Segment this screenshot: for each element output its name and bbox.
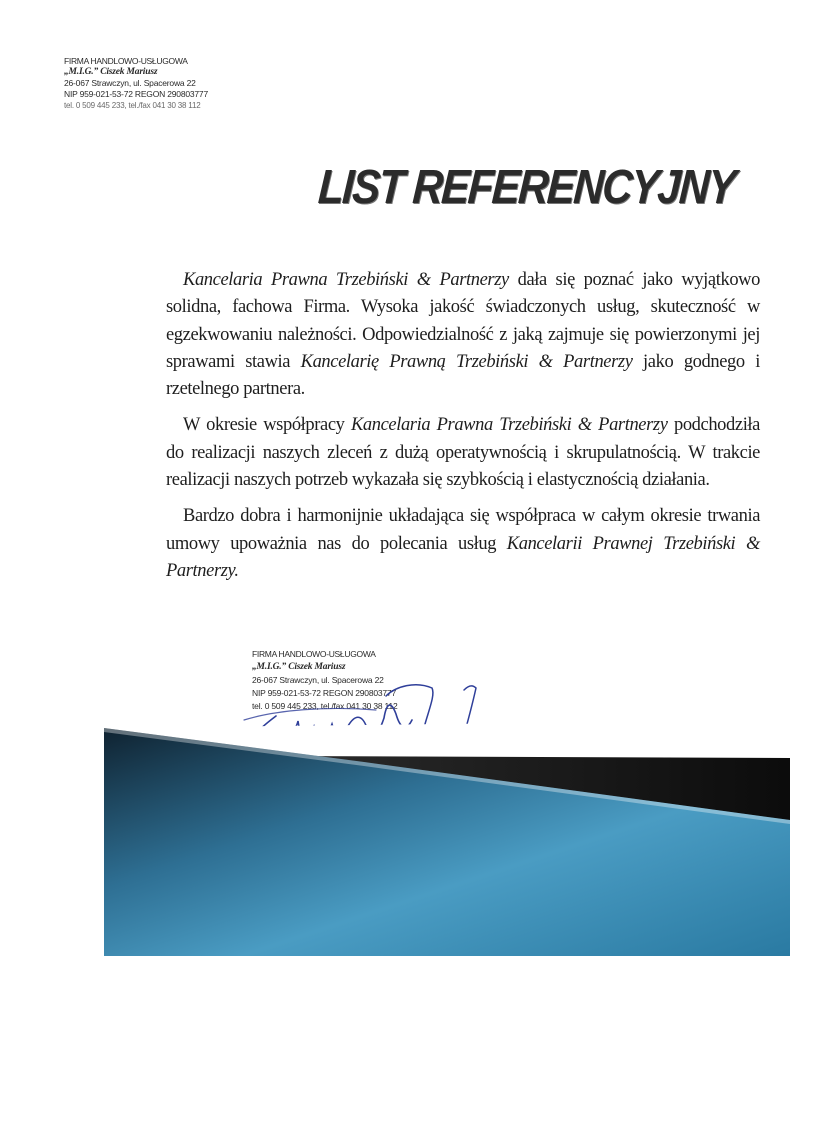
letterhead-name: „M.I.G.” Ciszek Mariusz (64, 67, 158, 77)
stamp-address: 26-067 Strawczyn, ul. Spacerowa 22 (252, 675, 384, 685)
stamp-phones: tel. 0 509 445 233, tel./fax 041 30 38 112 (252, 701, 398, 711)
firm-name: Kancelarię Prawną Trzebiński & Partnerzy (300, 351, 633, 372)
decorative-wave-graphic (104, 720, 790, 956)
stamp-name: „M.I.G.” Ciszek Mariusz (252, 662, 346, 672)
paragraph-1 (166, 267, 760, 403)
paragraph-text: jako godnego i rzetelnego partnera. (166, 351, 760, 400)
firm-name: Kancelarii Prawnej Trzebiński & Partnerzy. (166, 533, 760, 581)
paragraph-text: podchodziła do realizacji naszych zleceń z dużą operatywnością i skrupulatnością. W trakcie realizacji naszych potrzeb wykazała się szybkością i elastycznością działania. (166, 415, 760, 491)
letterhead-address: 26-067 Strawczyn, ul. Spacerowa 22 (64, 78, 196, 88)
document-title: LIST REFERENCYJNY (316, 161, 736, 214)
letter-body (166, 267, 760, 594)
stamp-company: FIRMA HANDLOWO-USŁUGOWA (252, 649, 376, 659)
firm-name: Kancelaria Prawna Trzebiński & Partnerzy (183, 270, 509, 290)
paragraph-text: Bardzo dobra i harmonijnie układająca się współpraca w całym okresie trwania umowy upoważnia nas do polecania usług (166, 506, 760, 554)
letterhead (64, 56, 254, 111)
paragraph-2 (166, 412, 760, 494)
letterhead-ids: NIP 959-021-53-72 REGON 290803777 (64, 89, 208, 99)
firm-name: Kancelaria Prawna Trzebiński & Partnerzy (350, 415, 668, 436)
letterhead-phones: tel. 0 509 445 233, tel./fax 041 30 38 112 (64, 101, 201, 110)
paragraph-text: W okresie współpracy (183, 415, 351, 436)
letterhead-company: FIRMA HANDLOWO-USŁUGOWA (64, 56, 188, 66)
stamp-ids: NIP 959-021-53-72 REGON 290803777 (252, 688, 396, 698)
paragraph-3 (166, 503, 760, 585)
paragraph-text: dała się poznać jako wyjątkowo solidna, fachowa Firma. Wysoka jakość świadczonych usług, skuteczność w egzekwowaniu należności. Odpowiedzialność z jaką zajmuje się powierzonymi jej sprawami stawia (166, 270, 760, 372)
